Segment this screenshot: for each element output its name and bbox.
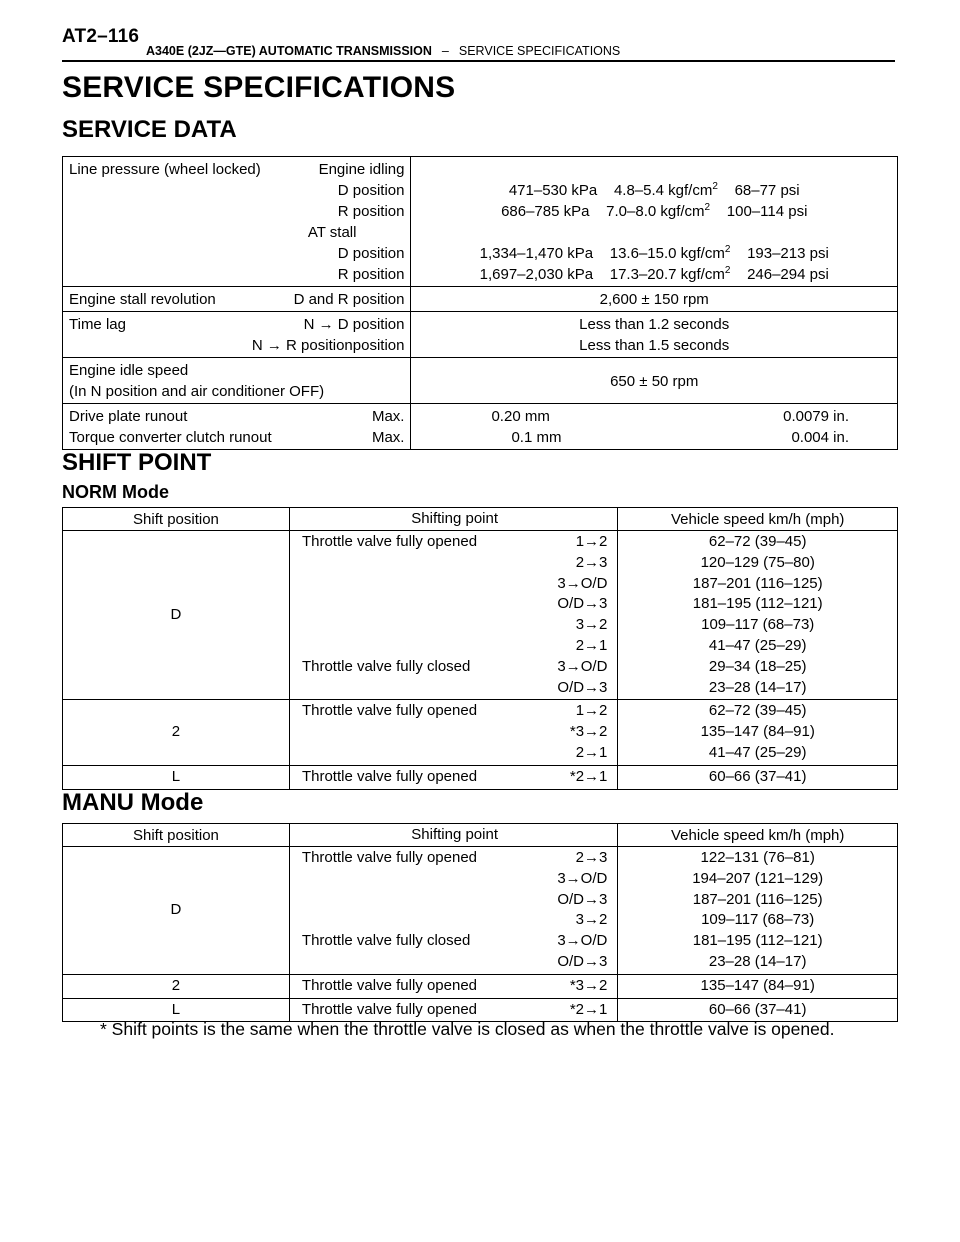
stall-revolution-condition: D and R position [293,291,405,308]
norm-2-shifts: Throttle valve fully opened 1→2 *3→2 2→1 [289,700,617,765]
torque-converter-mm: 0.1 mm [511,429,562,446]
line-pressure-row [63,157,898,287]
manu-l-shift: Throttle valve fully opened *2→1 [289,998,617,1022]
engine-idling-label: Engine idling [318,161,405,178]
col-shifting-point: Shifting point [289,824,617,847]
time-lag-nd-label: N → D position [303,316,405,333]
drive-plate-in: 0.0079 in. [783,408,849,425]
drive-plate-limit: Max. [371,408,405,425]
norm-l-row [63,765,898,789]
col-shift-position: Shift position [63,824,290,847]
torque-converter-in: 0.004 in. [791,429,849,446]
col-vehicle-speed: Vehicle speed km/h (mph) [618,824,898,847]
running-header [146,44,620,58]
idle-d-position-label: D position [337,182,405,199]
norm-2-position: 2 [63,700,290,765]
norm-l-speed: 60–66 (37–41) [618,765,898,789]
idle-speed-label: Engine idle speed [69,362,189,379]
manu-header-row [63,824,898,847]
norm-l-shift: Throttle valve fully opened *2→1 [289,765,617,789]
norm-d-speeds: 62–72 (39–45) 120–129 (75–80) 187–201 (116–125) 181–195 (112–121) 109–117 (68–73) 41–47 (25–29) 29–34 (18–25) 23–28 (14–17) [618,531,898,700]
time-lag-row [63,312,898,358]
running-header-title: A340E (2JZ—GTE) AUTOMATIC TRANSMISSION [146,44,432,58]
page-title: SERVICE SPECIFICATIONS [62,71,456,104]
running-header-section: SERVICE SPECIFICATIONS [458,44,621,58]
time-lag-nr-label: N → R positionposition [251,337,405,354]
line-pressure-value-cell [411,157,898,287]
norm-mode-heading: NORM Mode [62,482,169,502]
time-lag-nr-value: Less than 1.5 seconds [579,337,730,354]
col-vehicle-speed: Vehicle speed km/h (mph) [618,508,898,531]
norm-2-row [63,700,898,765]
time-lag-nd-value: Less than 1.2 seconds [579,316,730,333]
running-header-separator: – [441,44,449,58]
norm-l-position: L [63,765,290,789]
manu-2-shift: Throttle valve fully opened *3→2 [289,974,617,998]
norm-header-row [63,508,898,531]
service-data-table [62,156,898,450]
time-lag-label: Time lag [69,316,126,333]
idle-d-pressure: 471–530 kPa 4.8–5.4 kgf/$cm^2$ 68–77 psi [508,181,800,199]
torque-converter-label: Torque converter clutch runout [69,429,272,446]
idle-r-pressure: 686–785 kPa 7.0–8.0 kgf/$cm^2$ 100–114 psi [501,202,808,220]
drive-plate-label: Drive plate runout [69,408,188,425]
norm-2-speeds: 62–72 (39–45) 135–147 (84–91) 41–47 (25–29) [618,700,898,765]
manu-2-position: 2 [63,974,290,998]
manu-mode-heading: MANU Mode [62,789,204,816]
page-number: AT2–116 [62,26,140,47]
shift-point-heading: SHIFT POINT [62,449,212,476]
idle-speed-value: 650 ± 50 rpm [411,358,898,404]
norm-mode-table [62,507,898,790]
stall-revolution-row [63,287,898,312]
stall-revolution-label: Engine stall revolution [69,291,216,308]
manu-d-row [63,847,898,975]
manu-l-position: L [63,998,290,1022]
stall-r-position-label: R position [337,266,405,283]
service-data-heading: SERVICE DATA [62,116,237,143]
idle-r-position-label: R position [337,203,405,220]
manu-d-position: D [63,847,290,975]
norm-d-row [63,531,898,700]
manu-2-speed: 135–147 (84–91) [618,974,898,998]
manu-d-speeds: 122–131 (76–81) 194–207 (121–129) 187–201 (116–125) 109–117 (68–73) 181–195 (112–121) 23–28 (14–17) [618,847,898,975]
manu-l-speed: 60–66 (37–41) [618,998,898,1022]
footnote: * Shift points is the same when the throttle valve is closed as when the throttle valve is opened. [100,1019,835,1039]
at-stall-label: AT stall [307,224,357,241]
manu-d-shifts: Throttle valve fully opened 2→3 3→O/D O/D→3 3→2 Throttle valve fully closed 3→O/D O/D→3 [289,847,617,975]
norm-d-position: D [63,531,290,700]
stall-d-pressure: 1,334–1,470 kPa 13.6–15.0 kgf/$cm^2$ 193–213 psi [479,244,829,262]
stall-r-pressure: 1,697–2,030 kPa 17.3–20.7 kgf/$cm^2$ 246–294 psi [479,265,829,283]
line-pressure-label: Line pressure (wheel locked) [69,161,261,178]
manu-mode-table [62,823,898,1022]
col-shift-position: Shift position [63,508,290,531]
norm-d-shifts: Throttle valve fully opened 1→2 2→3 3→O/D O/D→3 3→2 2→1 Throttle valve fully closed 3→O/D O/D→3 [289,531,617,700]
runout-row [63,404,898,450]
manu-2-row [63,974,898,998]
torque-converter-limit: Max. [371,429,405,446]
stall-d-position-label: D position [337,245,405,262]
drive-plate-mm: 0.20 mm [491,408,550,425]
stall-revolution-value: 2,600 ± 150 rpm [411,287,898,312]
header-rule [62,60,895,62]
col-shifting-point: Shifting point [289,508,617,531]
idle-speed-row [63,358,898,404]
line-pressure-label-cell [63,157,411,287]
idle-speed-condition: (In N position and air conditioner OFF) [69,383,325,400]
